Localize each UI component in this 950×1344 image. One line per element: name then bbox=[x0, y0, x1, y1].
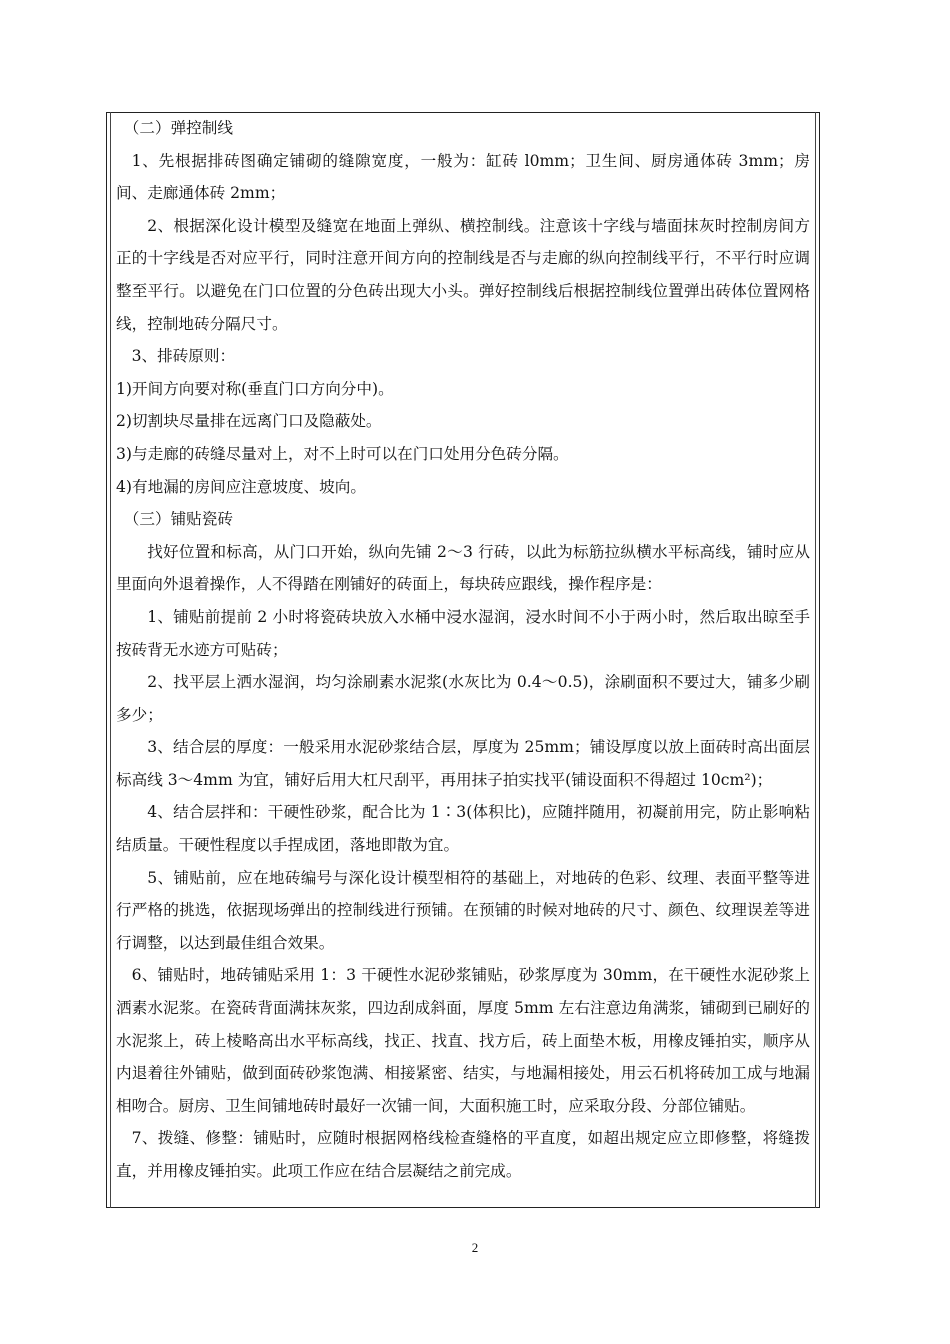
paragraph: 2、找平层上洒水湿润，均匀涂刷素水泥浆(水灰比为 0.4～0.5)，涂刷面积不要过大，铺多少刷多少； bbox=[116, 673, 810, 724]
section-heading-3: （三）铺贴瓷砖 bbox=[123, 510, 233, 529]
list-item: 3)与走廊的砖缝尽量对上，对不上时可以在门口处用分色砖分隔。 bbox=[116, 444, 569, 463]
paragraph: 3、结合层的厚度：一般采用水泥砂浆结合层，厚度为 25mm；铺设厚度以放上面砖时高出面层标高线 3～4mm 为宜，铺好后用大杠尺刮平，再用抹子拍实找平(铺设面积不得超过 10cm²)； bbox=[116, 738, 810, 789]
paragraph: 找好位置和标高，从门口开始，纵向先铺 2～3 行砖，以此为标筋拉纵横水平标高线，铺时应从里面向外退着操作，人不得踏在刚铺好的砖面上，每块砖应跟线，操作程序是： bbox=[116, 542, 810, 594]
paragraph: 1、铺贴前提前 2 小时将瓷砖块放入水桶中浸水湿润，浸水时间不小于两小时，然后取出晾至手按砖背无水迹方可贴砖； bbox=[116, 607, 810, 659]
list-item: 1)开间方向要对称(垂直门口方向分中)。 bbox=[116, 379, 394, 398]
document-body bbox=[116, 112, 810, 1188]
paragraph: 7、拨缝、修整：铺贴时，应随时根据网格线检查缝格的平直度，如超出规定应立即修整，将缝拨直，并用橡皮锤拍实。此项工作应在结合层凝结之前完成。 bbox=[116, 1129, 810, 1180]
paragraph: 1、先根据排砖图确定铺砌的缝隙宽度，一般为：缸砖 l0mm；卫生间、厨房通体砖 3mm；房间、走廊通体砖 2mm； bbox=[116, 151, 810, 203]
paragraph: 2、根据深化设计模型及缝宽在地面上弹纵、横控制线。注意该十字线与墙面抹灰时控制房间方正的十字线是否对应平行，同时注意开间方向的控制线是否与走廊的纵向控制线平行，不平行时应调整至平行。以避免在门口位置的分色砖出现大小头。弹好控制线后根据控制线位置弹出砖体位置网格线，控制地砖分隔尺寸。 bbox=[116, 216, 810, 333]
section-heading-2: （二）弹控制线 bbox=[123, 119, 233, 137]
paragraph: 5、铺贴前，应在地砖编号与深化设计模型相符的基础上，对地砖的色彩、纹理、表面平整等进行严格的挑选，依据现场弹出的控制线进行预铺。在预铺的时候对地砖的尺寸、颜色、纹理误差等进行调整，以达到最佳组合效果。 bbox=[116, 868, 810, 952]
list-item: 2)切割块尽量排在远离门口及隐蔽处。 bbox=[116, 412, 382, 431]
page-number: 2 bbox=[471, 1240, 479, 1255]
paragraph: 6、铺贴时，地砖铺贴采用 1：3 干硬性水泥砂浆铺贴，砂浆厚度为 30mm，在干硬性水泥砂浆上洒素水泥浆。在瓷砖背面满抹灰浆，四边刮成斜面，厚度 5mm 左右注意边角满浆，铺砌到已刷好的水泥浆上，砖上棱略高出水平标高线，找正、找直、找方后，砖上面垫木板，用橡皮锤拍实，顺序从内退着往外铺贴，做到面砖砂浆饱满、相接紧密、结实，与地漏相接处，用云石机将砖加工成与地漏相吻合。厨房、卫生间铺地砖时最好一次铺一间，大面积施工时，应采取分段、分部位铺贴。 bbox=[116, 966, 810, 1115]
paragraph: 3、排砖原则： bbox=[131, 347, 236, 366]
list-item: 4)有地漏的房间应注意坡度、坡向。 bbox=[116, 477, 366, 496]
paragraph: 4、结合层拌和：干硬性砂浆，配合比为 1∶3(体积比)，应随拌随用，初凝前用完，防止影响粘结质量。干硬性程度以手捏成团，落地即散为宜。 bbox=[116, 803, 810, 855]
